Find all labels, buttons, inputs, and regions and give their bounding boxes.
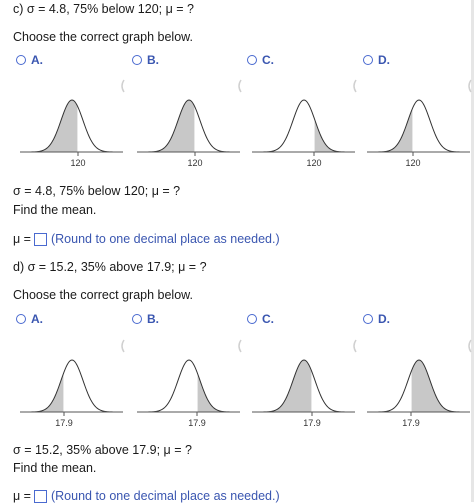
axis-label: 17.9: [402, 418, 420, 428]
option-label: C.: [262, 53, 274, 67]
normal-curve: [28, 360, 118, 412]
shaded-area: [28, 372, 64, 412]
option-label: C.: [262, 312, 274, 326]
mean-answer-input[interactable]: [34, 233, 47, 246]
part-d-find: Find the mean.: [13, 461, 97, 475]
graph-c-b: [137, 78, 242, 168]
shaded-area: [145, 100, 195, 152]
scroll-hint-icon: [354, 340, 356, 352]
option-label: B.: [147, 53, 159, 67]
shaded-area: [28, 100, 78, 152]
rounding-hint: (Round to one decimal place as needed.): [50, 232, 280, 246]
part-d-header: d) σ = 15.2, 35% above 17.9; μ = ?: [13, 260, 207, 274]
graph-d-c: [252, 338, 357, 428]
shaded-area: [411, 360, 465, 412]
axis-label: 120: [306, 158, 322, 168]
scroll-hint-icon: [239, 340, 241, 352]
option-label: B.: [147, 312, 159, 326]
option-label: A.: [31, 312, 43, 326]
axis-label: 17.9: [303, 418, 321, 428]
shaded-area: [260, 360, 312, 412]
graph-d-a: [20, 338, 125, 428]
shaded-area: [314, 118, 350, 152]
scroll-hint-icon: [469, 80, 471, 92]
option-d-d[interactable]: [363, 312, 390, 326]
option-d-a[interactable]: [16, 312, 43, 326]
radio-icon[interactable]: [16, 55, 26, 65]
radio-icon[interactable]: [16, 314, 26, 324]
shaded-area: [197, 372, 235, 412]
part-c-header: c) σ = 4.8, 75% below 120; μ = ?: [13, 2, 194, 16]
part-d-answer-row: [13, 489, 280, 503]
graph-c-a: [20, 78, 125, 168]
rounding-hint: (Round to one decimal place as needed.): [50, 489, 280, 503]
normal-curve: [145, 360, 235, 412]
option-c-c[interactable]: [247, 53, 274, 67]
option-c-a[interactable]: [16, 53, 43, 67]
graph-c-c: [252, 78, 357, 168]
scroll-hint-icon: [122, 80, 124, 92]
part-d-restate: σ = 15.2, 35% above 17.9; μ = ?: [13, 443, 192, 457]
part-c-find: Find the mean.: [13, 203, 97, 217]
axis-label: 17.9: [55, 418, 73, 428]
option-d-b[interactable]: [132, 312, 159, 326]
normal-curve: [260, 100, 350, 152]
graph-d-d: [367, 338, 472, 428]
radio-icon[interactable]: [132, 55, 142, 65]
option-label: D.: [378, 53, 390, 67]
radio-icon[interactable]: [363, 55, 373, 65]
scroll-hint-icon: [239, 80, 241, 92]
radio-icon[interactable]: [247, 314, 257, 324]
mean-label: μ =: [13, 232, 31, 246]
option-d-c[interactable]: [247, 312, 274, 326]
mean-label: μ =: [13, 489, 31, 503]
part-c-prompt: Choose the correct graph below.: [13, 30, 193, 44]
radio-icon[interactable]: [132, 314, 142, 324]
radio-icon[interactable]: [247, 55, 257, 65]
graph-c-d: [367, 78, 472, 168]
normal-curve: [375, 100, 465, 152]
scroll-hint-icon: [354, 80, 356, 92]
part-c-restate: σ = 4.8, 75% below 120; μ = ?: [13, 184, 181, 198]
part-c-answer-row: [13, 232, 280, 246]
option-c-b[interactable]: [132, 53, 159, 67]
radio-icon[interactable]: [363, 314, 373, 324]
scroll-hint-icon: [122, 340, 124, 352]
option-label: D.: [378, 312, 390, 326]
shaded-area: [375, 107, 413, 152]
part-d-prompt: Choose the correct graph below.: [13, 288, 193, 302]
mean-answer-input[interactable]: [34, 490, 47, 503]
scroll-hint-icon: [469, 340, 471, 352]
graph-d-b: [137, 338, 242, 428]
option-c-d[interactable]: [363, 53, 390, 67]
axis-label: 120: [187, 158, 203, 168]
axis-label: 120: [70, 158, 86, 168]
axis-label: 17.9: [188, 418, 206, 428]
axis-label: 120: [405, 158, 421, 168]
option-label: A.: [31, 53, 43, 67]
